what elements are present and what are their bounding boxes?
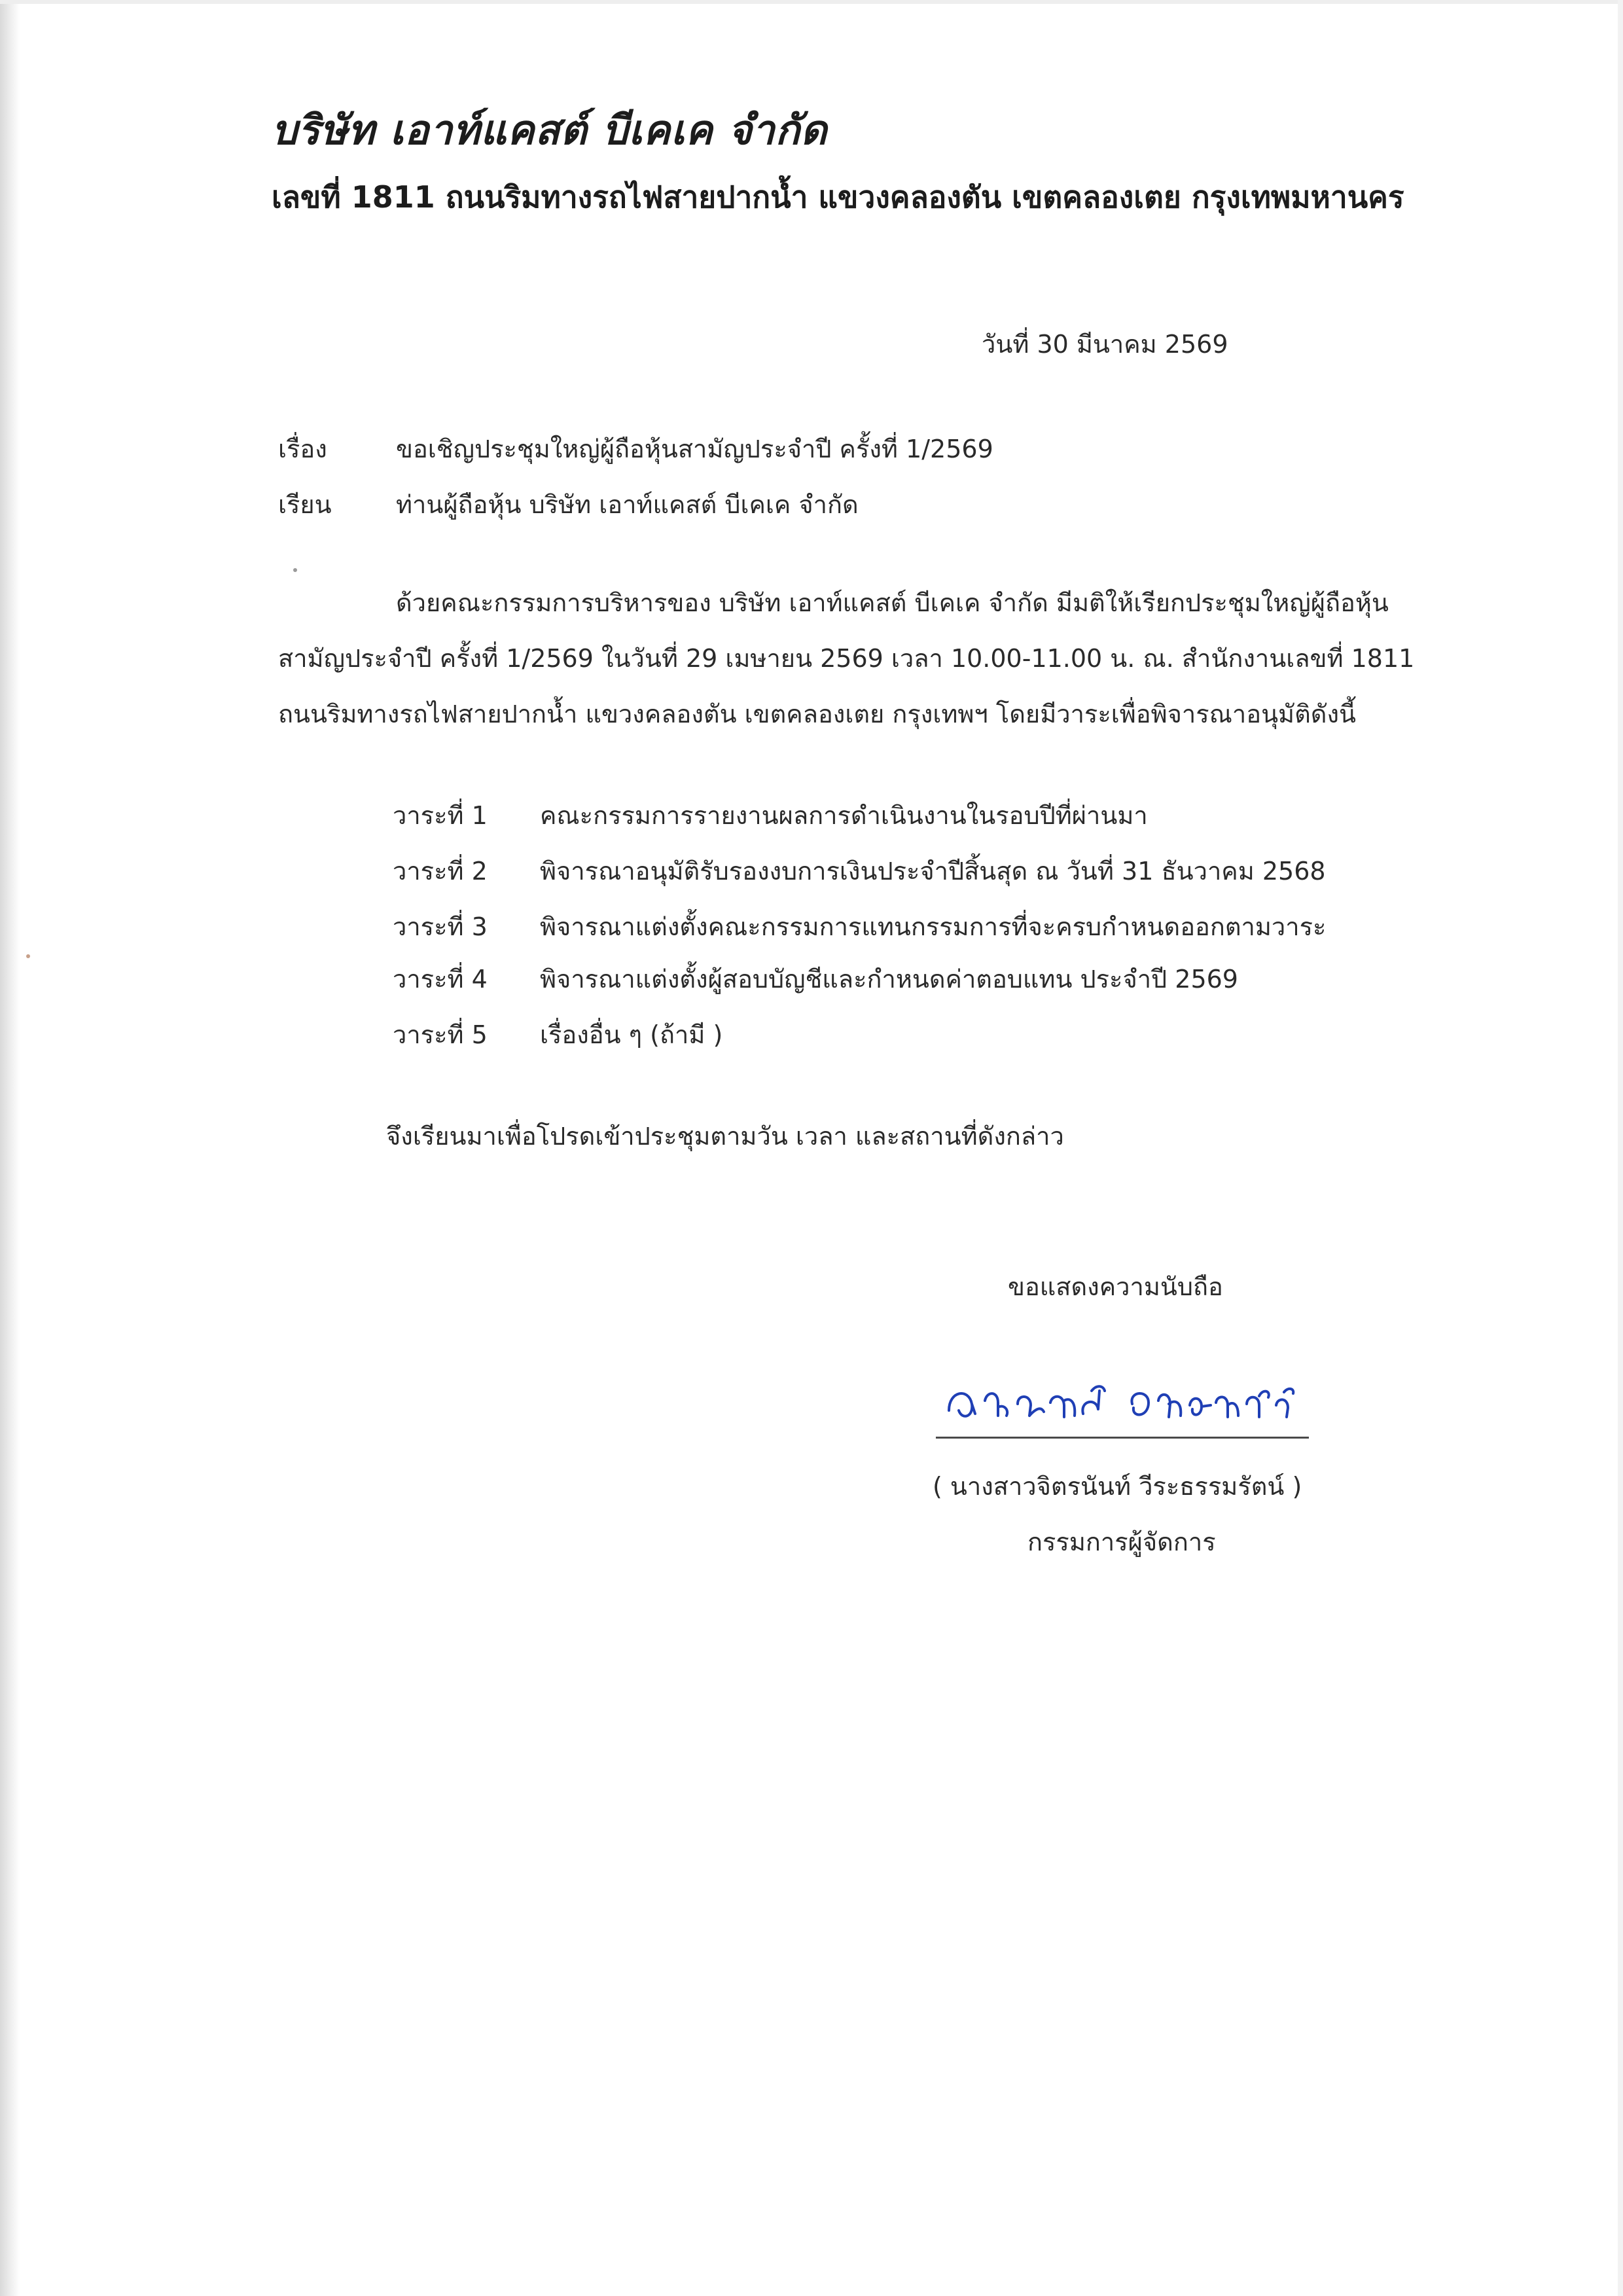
signer-name: ( นางสาวจิตรนันท์ วีระธรรมรัตน์ ) [933, 1472, 1302, 1501]
signature-line [936, 1437, 1309, 1439]
subject-label: เรื่อง [278, 435, 327, 463]
agenda-item-1 [393, 795, 1148, 835]
agenda-item-2 [393, 851, 1326, 891]
agenda-text: เรื่องอื่น ๆ (ถ้ามี ) [540, 1020, 723, 1049]
agenda-label: วาระที่ 1 [393, 801, 488, 830]
recipient-value: ท่านผู้ถือหุ้น บริษัท เอาท์แคสต์ บีเคเค จำกัด [396, 490, 859, 519]
agenda-label: วาระที่ 2 [393, 857, 488, 886]
agenda-label: วาระที่ 4 [393, 965, 488, 994]
agenda-text: พิจารณาแต่งตั้งผู้สอบบัญชีและกำหนดค่าตอบแทน ประจำปี 2569 [540, 965, 1238, 994]
scan-edge-right [1618, 0, 1623, 2296]
agenda-item-4 [393, 959, 1238, 999]
regards-line: ขอแสดงความนับถือ [1008, 1272, 1223, 1301]
agenda-item-3 [393, 906, 1326, 946]
recipient-row [278, 484, 859, 524]
body-line-2: สามัญประจำปี ครั้งที่ 1/2569 ในวันที่ 29 เมษายน 2569 เวลา 10.00-11.00 น. ณ. สำนักงานเลขที่ 1811 [278, 644, 1415, 673]
agenda-label: วาระที่ 5 [393, 1020, 488, 1049]
company-address: เลขที่ 1811 ถนนริมทางรถไฟสายปากน้ำ แขวงคลองตัน เขตคลองเตย กรุงเทพมหานคร [272, 179, 1404, 215]
agenda-text: พิจารณาแต่งตั้งคณะกรรมการแทนกรรมการที่จะครบกำหนดออกตามวาระ [540, 912, 1327, 941]
document-date: วันที่ 30 มีนาคม 2569 [982, 330, 1228, 359]
scan-edge-top [0, 0, 1623, 4]
closing-line: จึงเรียนมาเพื่อโปรดเข้าประชุมตามวัน เวลา และสถานที่ดังกล่าว [386, 1122, 1064, 1151]
recipient-label: เรียน [278, 490, 332, 519]
company-name: บริษัท เอาท์แคสต์ บีเคเค จำกัด [272, 106, 828, 154]
scan-edge-left [0, 0, 20, 2296]
body-line-3: ถนนริมทางรถไฟสายปากน้ำ แขวงคลองตัน เขตคลองเตย กรุงเทพฯ โดยมีวาระเพื่อพิจารณาอนุมัติดังนี้ [278, 700, 1356, 728]
scan-speck [26, 954, 30, 958]
agenda-item-5 [393, 1014, 722, 1054]
agenda-text: คณะกรรมการรายงานผลการดำเนินงานในรอบปีที่ผ่านมา [540, 801, 1148, 830]
signer-title: กรรมการผู้จัดการ [1027, 1528, 1216, 1556]
agenda-label: วาระที่ 3 [393, 912, 488, 941]
handwritten-signature [936, 1365, 1302, 1437]
subject-value: ขอเชิญประชุมใหญ่ผู้ถือหุ้นสามัญประจำปี ครั้งที่ 1/2569 [396, 435, 993, 463]
agenda-text: พิจารณาอนุมัติรับรองงบการเงินประจำปีสิ้นสุด ณ วันที่ 31 ธันวาคม 2568 [540, 857, 1326, 886]
body-line-1: ด้วยคณะกรรมการบริหารของ บริษัท เอาท์แคสต์ บีเคเค จำกัด มีมติให้เรียกประชุมใหญ่ผู้ถือหุ้น [396, 588, 1389, 617]
subject-row [278, 429, 993, 469]
scan-speck [293, 568, 297, 572]
